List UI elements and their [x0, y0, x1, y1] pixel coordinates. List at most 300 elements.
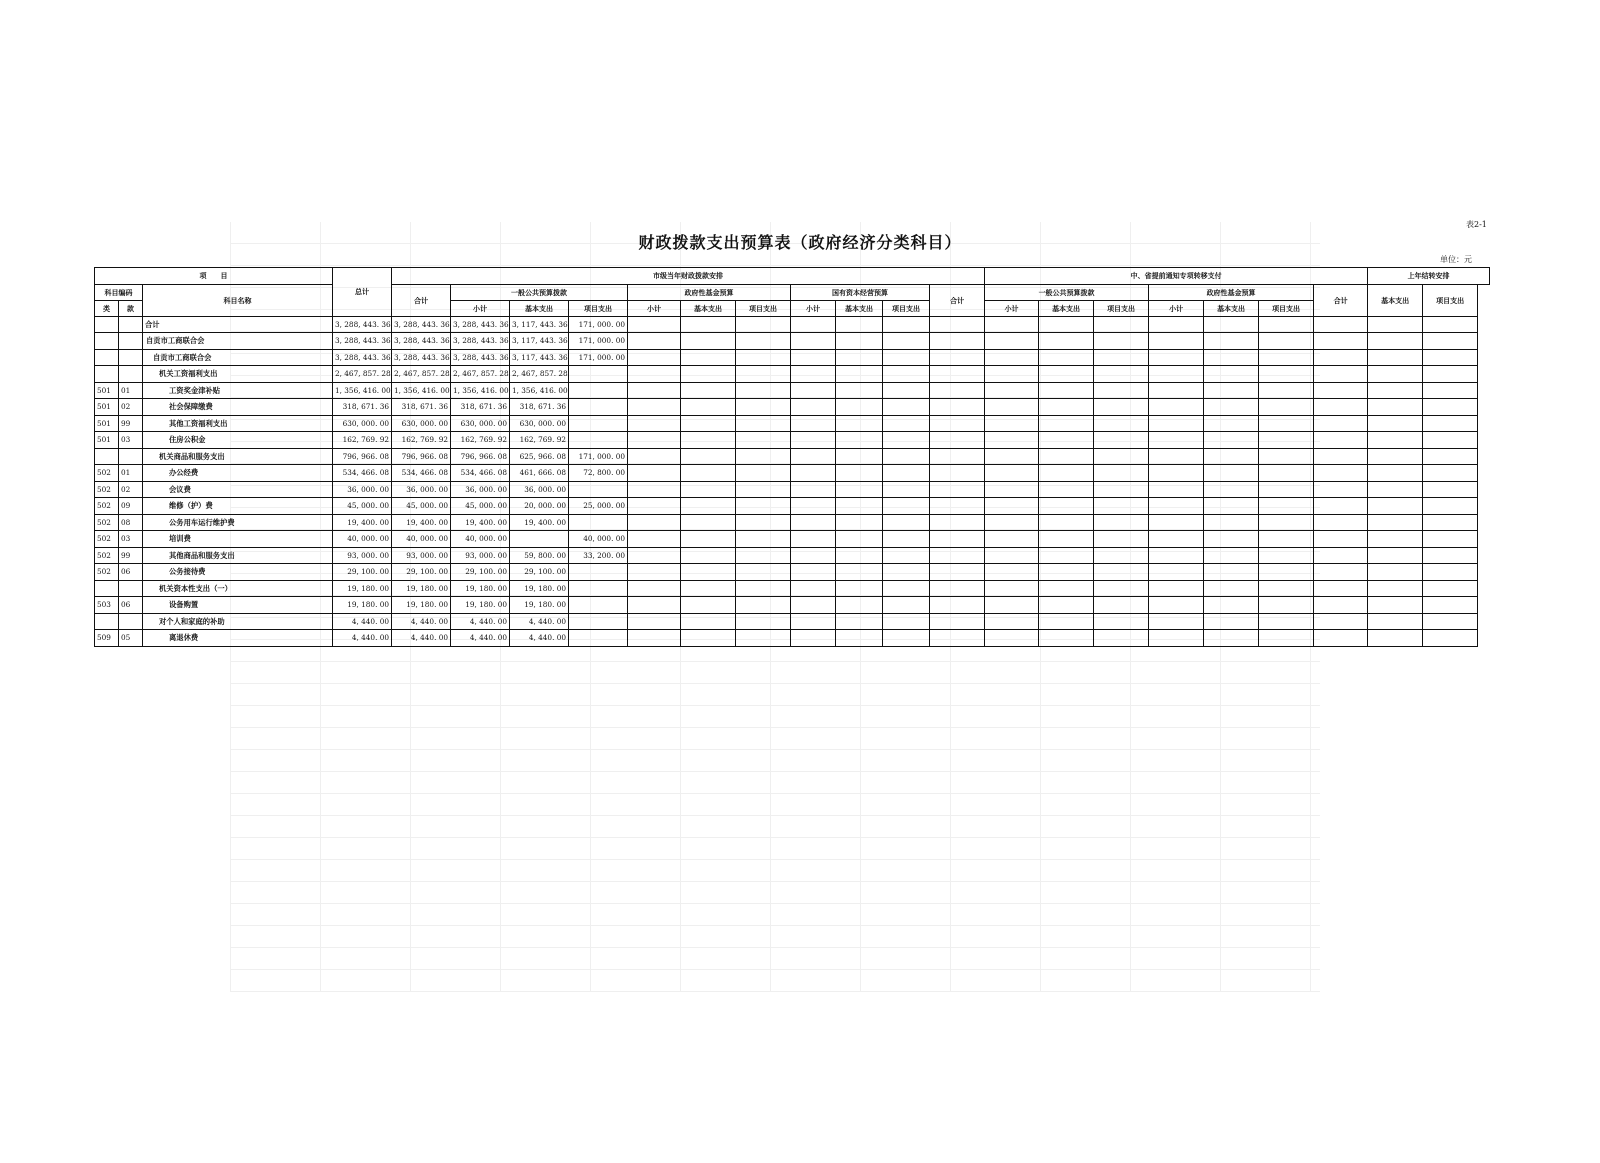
general-basic-cell: 3, 117, 443. 36: [510, 316, 569, 333]
general-basic-cell: 19, 180. 00: [510, 580, 569, 597]
empty-cell: [1094, 613, 1149, 630]
empty-cell: [930, 613, 985, 630]
empty-cell: [1094, 465, 1149, 482]
empty-cell: [1149, 547, 1204, 564]
empty-cell: [1204, 465, 1259, 482]
empty-cell: [1368, 498, 1423, 515]
header-general-budget: 一般公共预算拨款: [451, 284, 628, 300]
empty-cell: [1368, 366, 1423, 383]
empty-cell: [1149, 349, 1204, 366]
empty-cell: [628, 448, 681, 465]
general-project-cell: [569, 415, 628, 432]
empty-cell: [791, 547, 836, 564]
city-sum-cell: 19, 400. 00: [392, 514, 451, 531]
empty-cell: [1039, 366, 1094, 383]
subject-name-cell: 公务接待费: [143, 564, 333, 581]
empty-cell: [1259, 448, 1314, 465]
empty-cell: [1149, 613, 1204, 630]
empty-cell: [1039, 382, 1094, 399]
empty-cell: [836, 580, 883, 597]
empty-cell: [1204, 564, 1259, 581]
empty-cell: [1039, 349, 1094, 366]
empty-cell: [985, 399, 1039, 416]
empty-cell: [836, 382, 883, 399]
empty-cell: [1204, 316, 1259, 333]
subject-name-cell: 社会保障缴费: [143, 399, 333, 416]
empty-cell: [1094, 547, 1149, 564]
empty-cell: [1423, 531, 1478, 548]
empty-cell: [1094, 580, 1149, 597]
empty-cell: [791, 597, 836, 614]
total-cell: 93, 000. 00: [333, 547, 392, 564]
empty-cell: [985, 564, 1039, 581]
empty-cell: [736, 399, 791, 416]
item-code-cell: [119, 316, 143, 333]
empty-cell: [985, 481, 1039, 498]
empty-cell: [883, 514, 930, 531]
empty-cell: [1149, 432, 1204, 449]
empty-cell: [883, 465, 930, 482]
total-cell: 796, 966. 08: [333, 448, 392, 465]
table-row: [95, 580, 1490, 597]
empty-cell: [930, 498, 985, 515]
empty-cell: [1368, 531, 1423, 548]
empty-cell: [628, 465, 681, 482]
general-project-cell: [569, 580, 628, 597]
item-code-cell: [119, 366, 143, 383]
empty-cell: [1368, 630, 1423, 647]
empty-cell: [836, 333, 883, 350]
empty-cell: [1094, 597, 1149, 614]
empty-cell: [736, 580, 791, 597]
empty-cell: [628, 382, 681, 399]
empty-cell: [628, 399, 681, 416]
empty-cell: [1423, 448, 1478, 465]
total-cell: 19, 400. 00: [333, 514, 392, 531]
category-code-cell: [95, 580, 119, 597]
empty-cell: [930, 481, 985, 498]
empty-cell: [1423, 481, 1478, 498]
empty-cell: [1039, 531, 1094, 548]
empty-cell: [736, 415, 791, 432]
total-cell: 40, 000. 00: [333, 531, 392, 548]
city-sum-cell: 2, 467, 857. 28: [392, 366, 451, 383]
empty-cell: [985, 613, 1039, 630]
empty-cell: [1094, 481, 1149, 498]
empty-cell: [985, 382, 1039, 399]
empty-cell: [1149, 465, 1204, 482]
empty-cell: [985, 498, 1039, 515]
item-code-cell: 05: [119, 630, 143, 647]
table-body: [95, 316, 1490, 646]
total-cell: 45, 000. 00: [333, 498, 392, 515]
empty-cell: [930, 630, 985, 647]
table-row: [95, 481, 1490, 498]
general-project-cell: [569, 630, 628, 647]
category-code-cell: 502: [95, 514, 119, 531]
city-sum-cell: 40, 000. 00: [392, 531, 451, 548]
subject-name-cell: 机关资本性支出（一）: [143, 580, 333, 597]
empty-cell: [985, 465, 1039, 482]
empty-cell: [1149, 498, 1204, 515]
empty-cell: [1039, 465, 1094, 482]
general-basic-cell: 2, 467, 857. 28: [510, 366, 569, 383]
empty-cell: [1094, 448, 1149, 465]
empty-cell: [930, 432, 985, 449]
empty-cell: [1149, 630, 1204, 647]
empty-cell: [628, 580, 681, 597]
general-basic-cell: 1, 356, 416. 00: [510, 382, 569, 399]
empty-cell: [1094, 399, 1149, 416]
empty-cell: [791, 514, 836, 531]
empty-cell: [930, 531, 985, 548]
empty-cell: [681, 580, 736, 597]
city-sum-cell: 1, 356, 416. 00: [392, 382, 451, 399]
header-state-capital: 国有资本经营预算: [791, 284, 930, 300]
general-project-cell: 171, 000. 00: [569, 333, 628, 350]
empty-cell: [985, 415, 1039, 432]
empty-cell: [883, 531, 930, 548]
empty-cell: [681, 531, 736, 548]
empty-cell: [985, 547, 1039, 564]
empty-cell: [681, 613, 736, 630]
empty-cell: [1423, 597, 1478, 614]
empty-cell: [1094, 432, 1149, 449]
empty-cell: [1204, 531, 1259, 548]
empty-cell: [628, 531, 681, 548]
general-small-cell: 2, 467, 857. 28: [451, 366, 510, 383]
empty-cell: [681, 366, 736, 383]
empty-cell: [1039, 547, 1094, 564]
empty-cell: [836, 531, 883, 548]
empty-cell: [736, 564, 791, 581]
empty-cell: [1039, 613, 1094, 630]
empty-cell: [883, 597, 930, 614]
empty-cell: [1039, 399, 1094, 416]
total-cell: 318, 671. 36: [333, 399, 392, 416]
subject-name-cell: 其他工资福利支出: [143, 415, 333, 432]
total-cell: 29, 100. 00: [333, 564, 392, 581]
empty-cell: [736, 630, 791, 647]
total-cell: 4, 440. 00: [333, 630, 392, 647]
empty-cell: [836, 547, 883, 564]
item-code-cell: [119, 333, 143, 350]
subject-name-cell: 自贡市工商联合会: [143, 333, 333, 350]
header-project-exp: 项目支出: [569, 300, 628, 316]
empty-cell: [1368, 399, 1423, 416]
empty-cell: [1259, 432, 1314, 449]
empty-cell: [628, 481, 681, 498]
unit-label: 单位：元: [1440, 255, 1472, 264]
empty-cell: [1259, 399, 1314, 416]
category-code-cell: 502: [95, 547, 119, 564]
subject-name-cell: 设备购置: [143, 597, 333, 614]
empty-cell: [736, 382, 791, 399]
empty-cell: [1204, 432, 1259, 449]
general-basic-cell: 3, 117, 443. 36: [510, 349, 569, 366]
empty-cell: [1259, 465, 1314, 482]
general-small-cell: 19, 400. 00: [451, 514, 510, 531]
city-sum-cell: 3, 288, 443. 36: [392, 333, 451, 350]
budget-table: [94, 267, 1490, 647]
general-project-cell: [569, 613, 628, 630]
header-gov-fund: 政府性基金预算: [628, 284, 791, 300]
general-basic-cell: 20, 000. 00: [510, 498, 569, 515]
category-code-cell: [95, 448, 119, 465]
empty-cell: [930, 366, 985, 383]
item-code-cell: 06: [119, 564, 143, 581]
general-small-cell: 4, 440. 00: [451, 613, 510, 630]
subject-name-cell: 离退休费: [143, 630, 333, 647]
header-central-group: 中、省提前通知专项转移支付: [985, 268, 1368, 285]
empty-cell: [628, 630, 681, 647]
table-row: [95, 415, 1490, 432]
empty-cell: [930, 564, 985, 581]
empty-cell: [1094, 349, 1149, 366]
empty-cell: [628, 613, 681, 630]
category-code-cell: 502: [95, 481, 119, 498]
empty-cell: [930, 399, 985, 416]
empty-cell: [1204, 597, 1259, 614]
general-small-cell: 3, 288, 443. 36: [451, 316, 510, 333]
empty-cell: [985, 448, 1039, 465]
header-small: 小计: [451, 300, 510, 316]
empty-cell: [1423, 630, 1478, 647]
table-row: [95, 564, 1490, 581]
header-basic: 基本支出: [681, 300, 736, 316]
empty-cell: [681, 399, 736, 416]
empty-cell: [883, 349, 930, 366]
empty-cell: [1039, 498, 1094, 515]
general-basic-cell: 29, 100. 00: [510, 564, 569, 581]
general-small-cell: 19, 180. 00: [451, 597, 510, 614]
empty-cell: [1259, 349, 1314, 366]
category-code-cell: 501: [95, 432, 119, 449]
empty-cell: [1314, 432, 1368, 449]
category-code-cell: [95, 333, 119, 350]
category-code-cell: 501: [95, 382, 119, 399]
table-row: [95, 630, 1490, 647]
empty-cell: [1094, 498, 1149, 515]
total-cell: 4, 440. 00: [333, 613, 392, 630]
empty-cell: [1149, 580, 1204, 597]
general-small-cell: 1, 356, 416. 00: [451, 382, 510, 399]
empty-cell: [1149, 399, 1204, 416]
empty-cell: [1204, 613, 1259, 630]
header-small: 小计: [791, 300, 836, 316]
empty-cell: [1204, 630, 1259, 647]
empty-cell: [930, 349, 985, 366]
empty-cell: [1259, 597, 1314, 614]
item-code-cell: 09: [119, 498, 143, 515]
empty-cell: [1149, 448, 1204, 465]
empty-cell: [1314, 481, 1368, 498]
empty-cell: [791, 498, 836, 515]
empty-cell: [1368, 481, 1423, 498]
header-basic: 基本支出: [1039, 300, 1094, 316]
category-code-cell: 509: [95, 630, 119, 647]
category-code-cell: 502: [95, 531, 119, 548]
empty-cell: [985, 366, 1039, 383]
city-sum-cell: 162, 769. 92: [392, 432, 451, 449]
empty-cell: [1039, 580, 1094, 597]
empty-cell: [628, 514, 681, 531]
empty-cell: [681, 448, 736, 465]
empty-cell: [1368, 349, 1423, 366]
empty-cell: [1314, 630, 1368, 647]
general-project-cell: 171, 000. 00: [569, 448, 628, 465]
empty-cell: [1259, 580, 1314, 597]
empty-cell: [836, 498, 883, 515]
empty-cell: [836, 415, 883, 432]
total-cell: 630, 000. 00: [333, 415, 392, 432]
empty-cell: [791, 366, 836, 383]
empty-cell: [736, 448, 791, 465]
empty-cell: [1259, 366, 1314, 383]
empty-cell: [1368, 597, 1423, 614]
header-item: 款: [119, 300, 143, 316]
empty-cell: [836, 597, 883, 614]
empty-cell: [791, 448, 836, 465]
empty-cell: [1423, 514, 1478, 531]
empty-cell: [1423, 498, 1478, 515]
city-sum-cell: 534, 466. 08: [392, 465, 451, 482]
header-central-fund: 政府性基金预算: [1149, 284, 1314, 300]
empty-cell: [681, 415, 736, 432]
empty-cell: [883, 481, 930, 498]
empty-cell: [1314, 415, 1368, 432]
empty-cell: [883, 498, 930, 515]
header-project: 项 目: [95, 268, 333, 285]
empty-cell: [985, 316, 1039, 333]
empty-cell: [628, 597, 681, 614]
general-basic-cell: 36, 000. 00: [510, 481, 569, 498]
general-project-cell: [569, 382, 628, 399]
city-sum-cell: 45, 000. 00: [392, 498, 451, 515]
empty-cell: [1368, 316, 1423, 333]
empty-cell: [985, 630, 1039, 647]
empty-cell: [628, 432, 681, 449]
empty-cell: [930, 333, 985, 350]
subject-name-cell: 维修（护）费: [143, 498, 333, 515]
general-basic-cell: 162, 769. 92: [510, 432, 569, 449]
empty-cell: [1039, 415, 1094, 432]
empty-cell: [1368, 465, 1423, 482]
empty-cell: [736, 498, 791, 515]
header-central-sum: 合计: [930, 284, 985, 316]
empty-cell: [681, 465, 736, 482]
empty-cell: [883, 316, 930, 333]
empty-cell: [1368, 448, 1423, 465]
subject-name-cell: 会议费: [143, 481, 333, 498]
empty-cell: [1039, 597, 1094, 614]
city-sum-cell: 36, 000. 00: [392, 481, 451, 498]
table-row: [95, 547, 1490, 564]
empty-cell: [1094, 514, 1149, 531]
empty-cell: [1204, 366, 1259, 383]
empty-cell: [985, 514, 1039, 531]
header-prev-project: 项目支出: [1423, 284, 1478, 316]
general-small-cell: 534, 466. 08: [451, 465, 510, 482]
empty-cell: [930, 514, 985, 531]
empty-cell: [1314, 399, 1368, 416]
general-small-cell: 29, 100. 00: [451, 564, 510, 581]
empty-cell: [1149, 597, 1204, 614]
empty-cell: [1314, 547, 1368, 564]
empty-cell: [791, 415, 836, 432]
general-basic-cell: 630, 000. 00: [510, 415, 569, 432]
table-row: [95, 531, 1490, 548]
empty-cell: [1423, 382, 1478, 399]
subject-name-cell: 住房公积金: [143, 432, 333, 449]
empty-cell: [791, 465, 836, 482]
empty-cell: [1259, 415, 1314, 432]
general-small-cell: 3, 288, 443. 36: [451, 333, 510, 350]
item-code-cell: 01: [119, 382, 143, 399]
category-code-cell: [95, 613, 119, 630]
empty-cell: [1314, 498, 1368, 515]
city-sum-cell: 796, 966. 08: [392, 448, 451, 465]
empty-cell: [1314, 448, 1368, 465]
empty-cell: [1368, 333, 1423, 350]
empty-cell: [836, 481, 883, 498]
total-cell: 19, 180. 00: [333, 580, 392, 597]
subject-name-cell: 其他商品和服务支出: [143, 547, 333, 564]
empty-cell: [681, 630, 736, 647]
empty-cell: [681, 316, 736, 333]
item-code-cell: 99: [119, 547, 143, 564]
empty-cell: [836, 448, 883, 465]
empty-cell: [1368, 382, 1423, 399]
empty-cell: [1423, 580, 1478, 597]
empty-cell: [1423, 613, 1478, 630]
empty-cell: [681, 514, 736, 531]
header-prev-basic: 基本支出: [1368, 284, 1423, 316]
empty-cell: [883, 399, 930, 416]
empty-cell: [736, 613, 791, 630]
empty-cell: [1149, 514, 1204, 531]
empty-cell: [791, 432, 836, 449]
table-row: [95, 465, 1490, 482]
empty-cell: [1314, 366, 1368, 383]
empty-cell: [1149, 333, 1204, 350]
subject-name-cell: 对个人和家庭的补助: [143, 613, 333, 630]
item-code-cell: [119, 349, 143, 366]
empty-cell: [1039, 481, 1094, 498]
empty-cell: [1259, 564, 1314, 581]
empty-cell: [628, 316, 681, 333]
general-project-cell: 171, 000. 00: [569, 349, 628, 366]
empty-cell: [681, 498, 736, 515]
empty-cell: [628, 415, 681, 432]
general-basic-cell: 3, 117, 443. 36: [510, 333, 569, 350]
empty-cell: [1314, 531, 1368, 548]
empty-cell: [1149, 564, 1204, 581]
empty-cell: [736, 316, 791, 333]
header-city-group: 市级当年财政拨款安排: [392, 268, 985, 285]
general-project-cell: 72, 800. 00: [569, 465, 628, 482]
category-code-cell: 502: [95, 465, 119, 482]
empty-cell: [791, 399, 836, 416]
subject-name-cell: 合计: [143, 316, 333, 333]
category-code-cell: 503: [95, 597, 119, 614]
table-row: [95, 448, 1490, 465]
empty-cell: [736, 465, 791, 482]
empty-cell: [883, 448, 930, 465]
city-sum-cell: 4, 440. 00: [392, 613, 451, 630]
general-small-cell: 36, 000. 00: [451, 481, 510, 498]
general-project-cell: 40, 000. 00: [569, 531, 628, 548]
